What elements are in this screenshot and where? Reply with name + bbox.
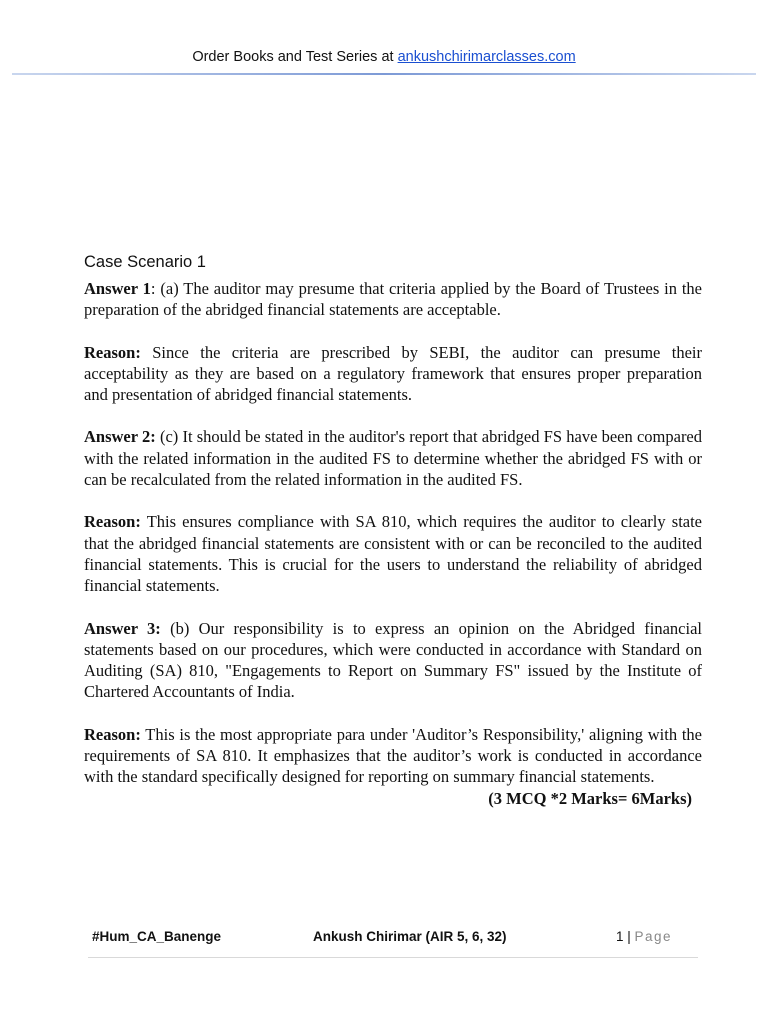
page-word: Page [634, 929, 673, 944]
header-divider [12, 73, 756, 75]
page-header [0, 49, 768, 65]
answer-1-paragraph: Answer 1: (a) The auditor may presume that criteria applied by the Board of Trustees in the preparation of the abridged financial statements are acceptable. [84, 279, 703, 320]
header-text: Order Books and Test Series at [192, 49, 398, 65]
footer-hashtag: #Hum_CA_Banenge [92, 929, 222, 944]
footer-author: Ankush Chirimar (AIR 5, 6, 32) [313, 929, 507, 944]
answer-2-paragraph [84, 426, 702, 490]
paragraph-text: Since the criteria are prescribed by SEBI, the auditor can presume their acceptability as they are based on a regulatory framework that ensures proper preparation and presentation of abridged financial statements. [84, 342, 702, 405]
case-title: Case Scenario 1 [84, 253, 206, 271]
document-body [84, 253, 702, 809]
paragraph-label: Reason: [84, 724, 141, 744]
paragraph-text: (c) It should be stated in the auditor's report that abridged FS have been compared with the related information in the audited FS to determine whether the abridged FS with or can be recalculated from the related information in the audited FS. [84, 427, 703, 490]
marks-note: (3 MCQ *2 Marks= 6Marks) [488, 788, 692, 808]
paragraph-label: Reason: [84, 342, 141, 362]
footer-divider [88, 957, 698, 958]
reason-3-paragraph [84, 724, 703, 808]
answer-3-paragraph [84, 618, 702, 703]
paragraph-text: This is the most appropriate para under 'Auditor’s Responsibility,' aligning with the requirements of SA 810. It emphasizes that the auditor’s work is conducted in accordance with the standard specifically designed for reporting on summary financial statements. [84, 724, 703, 787]
reason-2-paragraph [84, 511, 702, 596]
reason-1-paragraph [84, 342, 702, 406]
paragraph-label: Answer 1 [84, 279, 151, 298]
page-indicator: 1 | Page [616, 929, 673, 944]
paragraph-text: (a) The auditor may presume that criteria applied by the Board of Trustees in the preparation of the abridged financial statements are acceptable. [84, 279, 703, 320]
paragraph-text: (b) Our responsibility is to express an opinion on the Abridged financial statements based on our procedures, which were conducted in accordance with Standard on Auditing (SA) 810, "Engagements to Report on Summary FS" issued by the Institute of Chartered Accountants of India. [84, 618, 702, 702]
page-footer [88, 929, 698, 949]
paragraph-label: Answer 3: [84, 618, 161, 638]
paragraph-text: This ensures compliance with SA 810, which requires the auditor to clearly state that the abridged financial statements are consistent with or can be reconciled to the audited financial statements. This is crucial for the users to understand the reliability of abridged financial statements. [84, 512, 703, 596]
paragraph-label: Answer 2: [84, 427, 156, 447]
paragraph-label: Reason: [84, 512, 141, 532]
page-number: 1 [616, 929, 624, 944]
website-link[interactable]: ankushchirimarclasses.com [397, 49, 576, 65]
